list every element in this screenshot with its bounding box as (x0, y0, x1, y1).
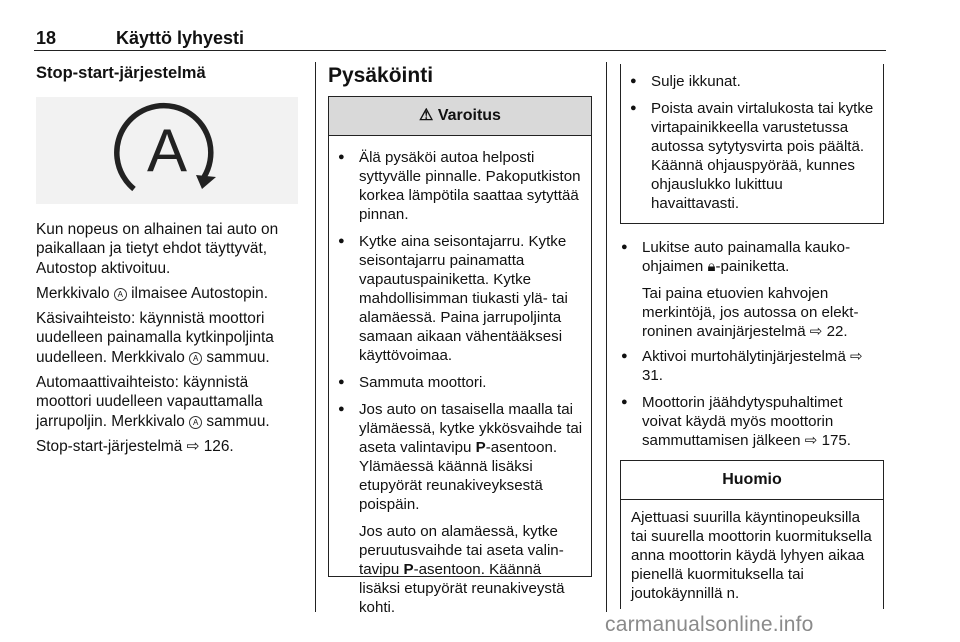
warning-box-continued (620, 64, 884, 224)
bullet-item: ● Sulje ikkunat. (629, 72, 875, 91)
note-body: Ajettuasi suurilla käyntinopeuksilla tai suurella moottorin kuormituksella anna moottorin käydä lyhyen aikaa pienellä kuormituksella tai joutokäynnillä n. (631, 509, 872, 602)
note-box (620, 460, 884, 609)
note-title: Huomio (621, 461, 883, 500)
bullet-subparagraph: Jos auto on alamäessä, kytke peruutusvaihde tai aseta valintavipu P-asentoon. Käännä lisäksi etupyörät reunakiveystä kohti. (359, 523, 565, 616)
autostop-symbol-icon: A (114, 288, 127, 301)
column-divider (315, 62, 316, 612)
paragraph: Kun nopeus on alhainen tai auto on paikallaan ja tietyt ehdot täyttyvät, Autostop aktivoituu. (36, 221, 279, 277)
cross-reference: Stop-start-järjestelmä ⇨ 126. (36, 437, 234, 455)
column-middle (328, 64, 592, 616)
section-heading-stop-start: Stop-start-järjestelmä (36, 64, 206, 82)
warning-box (328, 96, 592, 616)
watermark: carmanualsonline.info (605, 613, 814, 636)
page-title: Käyttö lyhyesti (116, 28, 245, 48)
column-right (620, 64, 884, 609)
bullet-item: ● Aktivoi murtohälytinjärjestelmä ⇨ 31. (620, 347, 884, 385)
column-left (36, 64, 301, 462)
bullet-subparagraph: Tai paina etuovien kahvojen merkintöjä, jos autossa on elektroninen avainjärjestelmä ⇨ 22. (642, 285, 859, 340)
autostop-symbol-icon: A (189, 416, 202, 429)
bullet-item: ● Poista avain virtalukosta tai kytke virtapainikkeella varustetussa autossa sytytysvirta pois päältä. Käännä ohjauspyörää, kunnes ohjauslukko lukittuu havaittavasti. (629, 99, 875, 213)
page-header (36, 28, 245, 49)
svg-text:A: A (146, 117, 188, 184)
bullet-item: ● Lukitse auto painamalla kaukoohjaimen 🔒︎-painiketta. (620, 238, 884, 276)
autostop-symbol-icon: A (189, 352, 202, 365)
column-divider (606, 62, 607, 612)
page-number: 18 (36, 28, 57, 48)
autostop-illustration (36, 97, 298, 204)
paragraph: Automaattivaihteisto: käynnistä moottori uudelleen vapauttamalla jarrupoljin. Merkkivalo A sammuu. (36, 374, 270, 430)
paragraph: Käsivaihteisto: käynnistä moottori uudelleen painamalla kytkinpoljinta uudelleen. Merkkivalo A sammuu. (36, 310, 274, 366)
autostop-icon (36, 97, 298, 204)
bullet-item: ● Kytke aina seisontajarru. Kytke seisontajarru painamatta vapautuspainiketta. Kytke mahdollisimman tiukasti ylä- tai alamäessä. Paina jarrupoljinta samaan aikaan vähentääksesi käyttövoimaa. (337, 232, 583, 365)
section-heading-parking: Pysäköinti (328, 64, 434, 87)
bullet-item: ● Sammuta moottori. (337, 373, 583, 392)
paragraph: Merkkivalo A ilmaisee Autostopin. (36, 284, 268, 302)
warning-title: ⚠ Varoitus (329, 96, 591, 136)
bullet-item: ● Jos auto on tasaisella maalla tai ylämäessä, kytke ykkösvaihde tai aseta valintavipu P-asentoon. Ylämäessä käännä lisäksi etupyörät reunakiveyksestä poispäin. (337, 400, 583, 514)
header-rule (34, 50, 886, 51)
lock-icon: 🔒︎ (707, 258, 716, 275)
bullet-item: ● Älä pysäköi autoa helposti syttyvälle pinnalle. Pakoputkiston korkea lämpötila saattaa sytyttää pinnan. (337, 148, 583, 224)
bullet-item: ● Moottorin jäähdytyspuhaltimet voivat käydä myös moottorin sammuttamisen jälkeen ⇨ 175. (620, 393, 884, 450)
